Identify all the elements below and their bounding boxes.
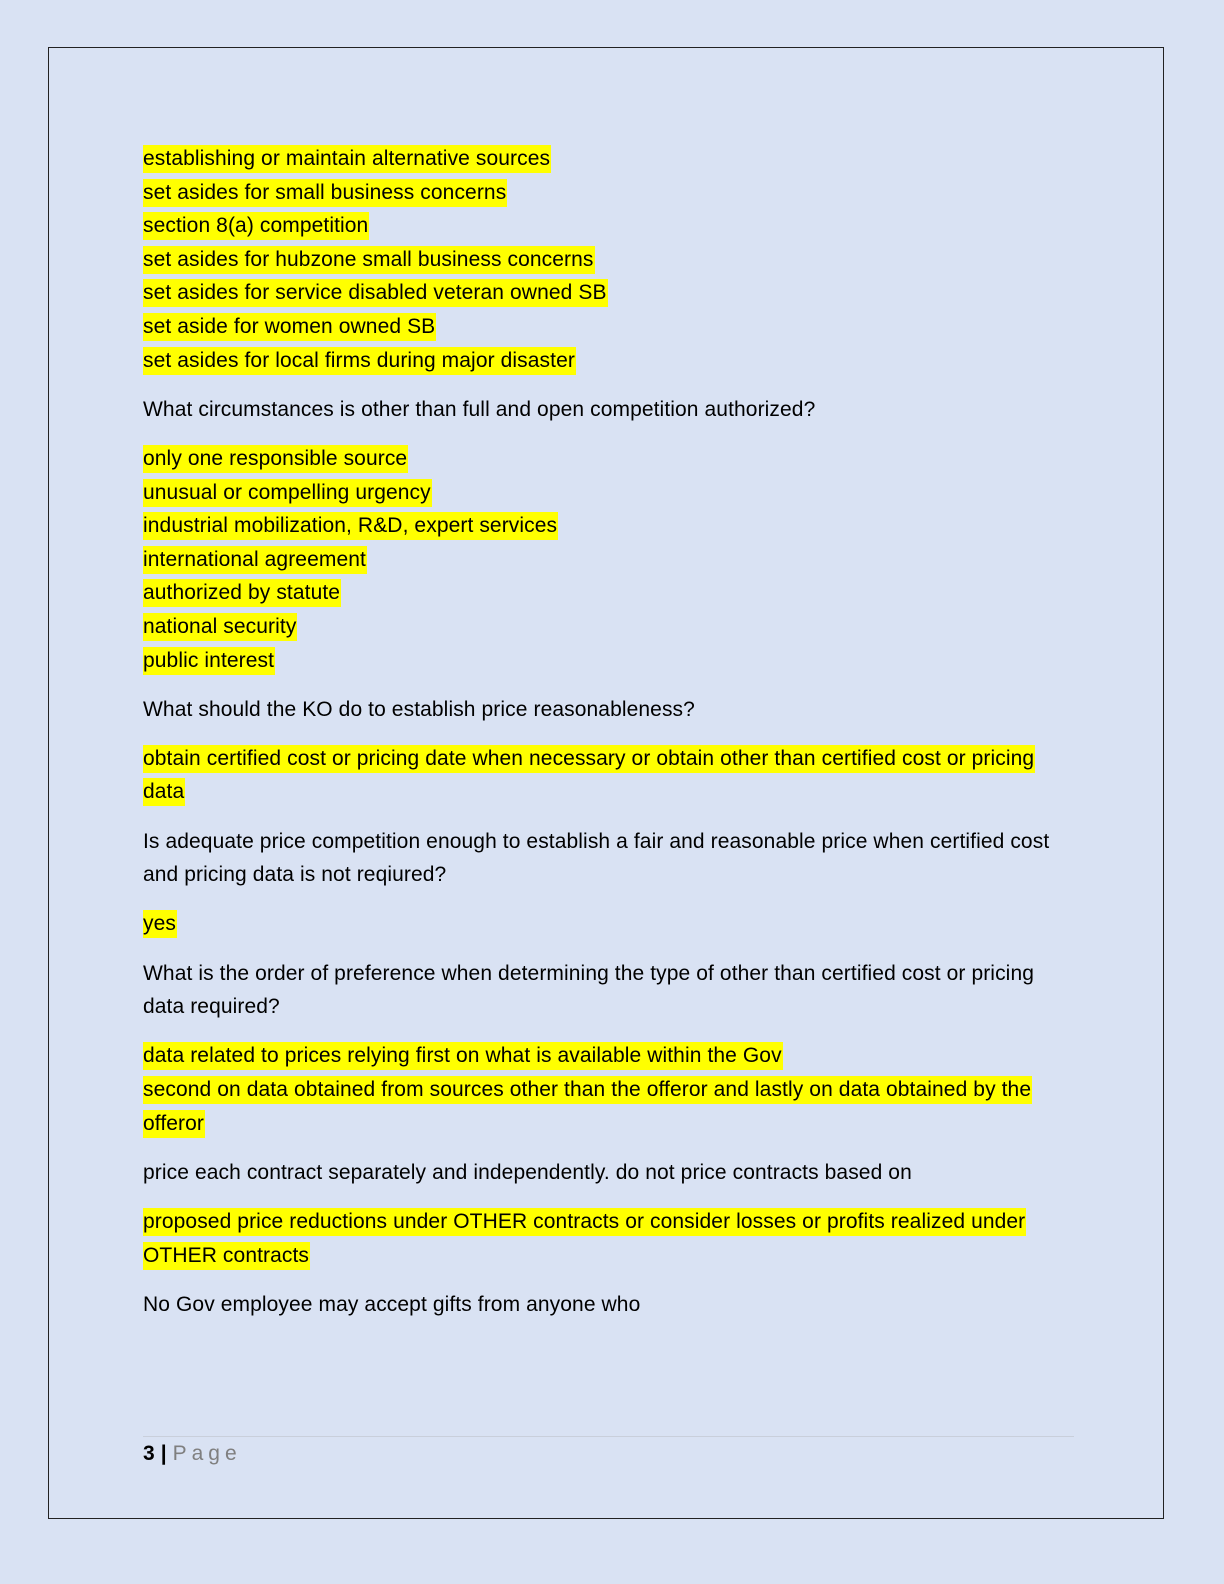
answer-line [143, 742, 1078, 809]
question-text: What circumstances is other than full and open competition authorized? [143, 397, 816, 421]
answer-block [143, 742, 1078, 809]
question-text: What should the KO do to establish price reasonableness? [143, 697, 695, 721]
answer-line [143, 142, 1078, 176]
highlighted-answer: obtain certified cost or pricing date when necessary or obtain other than certified cost or pricing data [143, 745, 1035, 807]
answer-block [143, 907, 1078, 941]
highlighted-answer: proposed price reductions under OTHER contracts or consider losses or profits realized under OTHER contracts [143, 1208, 1026, 1270]
question-text: No Gov employee may accept gifts from anyone who [143, 1292, 641, 1316]
highlighted-answer: authorized by statute [143, 579, 341, 607]
highlighted-answer: international agreement [143, 546, 367, 574]
answer-line [143, 509, 1078, 543]
answer-line [143, 310, 1078, 344]
answer-line [143, 610, 1078, 644]
answer-line [143, 576, 1078, 610]
answer-line [143, 1073, 1078, 1140]
document-body [143, 142, 1078, 1321]
highlighted-answer: only one responsible source [143, 445, 408, 473]
question-text: What is the order of preference when determining the type of other than certified cost or pricing data required? [143, 961, 1035, 1019]
answer-line [143, 543, 1078, 577]
footer-separator: | [160, 1442, 167, 1465]
page-footer [143, 1439, 242, 1469]
highlighted-answer: yes [143, 910, 177, 938]
answer-line [143, 644, 1078, 678]
answer-line [143, 276, 1078, 310]
answer-line [143, 907, 1078, 941]
answer-line [143, 1205, 1078, 1272]
question-text: Is adequate price competition enough to establish a fair and reasonable price when certified cost and pricing data is not reqiured? [143, 829, 1050, 887]
highlighted-answer: set asides for small business concerns [143, 179, 507, 207]
answer-line [143, 209, 1078, 243]
highlighted-answer: second on data obtained from sources other than the offeror and lastly on data obtained by the offeror [143, 1076, 1032, 1138]
answer-line [143, 476, 1078, 510]
highlighted-answer: national security [143, 613, 297, 641]
highlighted-answer: public interest [143, 647, 275, 675]
highlighted-answer: section 8(a) competition [143, 212, 369, 240]
answer-block [143, 442, 1078, 677]
answer-line [143, 176, 1078, 210]
highlighted-answer: industrial mobilization, R&D, expert services [143, 512, 558, 540]
highlighted-answer: set asides for local firms during major disaster [143, 347, 576, 375]
question-text: price each contract separately and independently. do not price contracts based on [143, 1160, 912, 1184]
answer-line [143, 442, 1078, 476]
highlighted-answer: set asides for service disabled veteran owned SB [143, 279, 608, 307]
answer-block [143, 142, 1078, 377]
answer-line [143, 243, 1078, 277]
highlighted-answer: unusual or compelling urgency [143, 479, 432, 507]
highlighted-answer: data related to prices relying first on what is available within the Gov [143, 1042, 783, 1070]
page-label: Page [172, 1442, 242, 1465]
highlighted-answer: set asides for hubzone small business concerns [143, 246, 595, 274]
answer-block [143, 1205, 1078, 1272]
page-number: 3 [143, 1442, 155, 1465]
answer-block [143, 1039, 1078, 1140]
answer-line [143, 1039, 1078, 1073]
footer-rule [143, 1436, 1074, 1437]
highlighted-answer: set aside for women owned SB [143, 313, 436, 341]
answer-line [143, 344, 1078, 378]
highlighted-answer: establishing or maintain alternative sources [143, 145, 551, 173]
